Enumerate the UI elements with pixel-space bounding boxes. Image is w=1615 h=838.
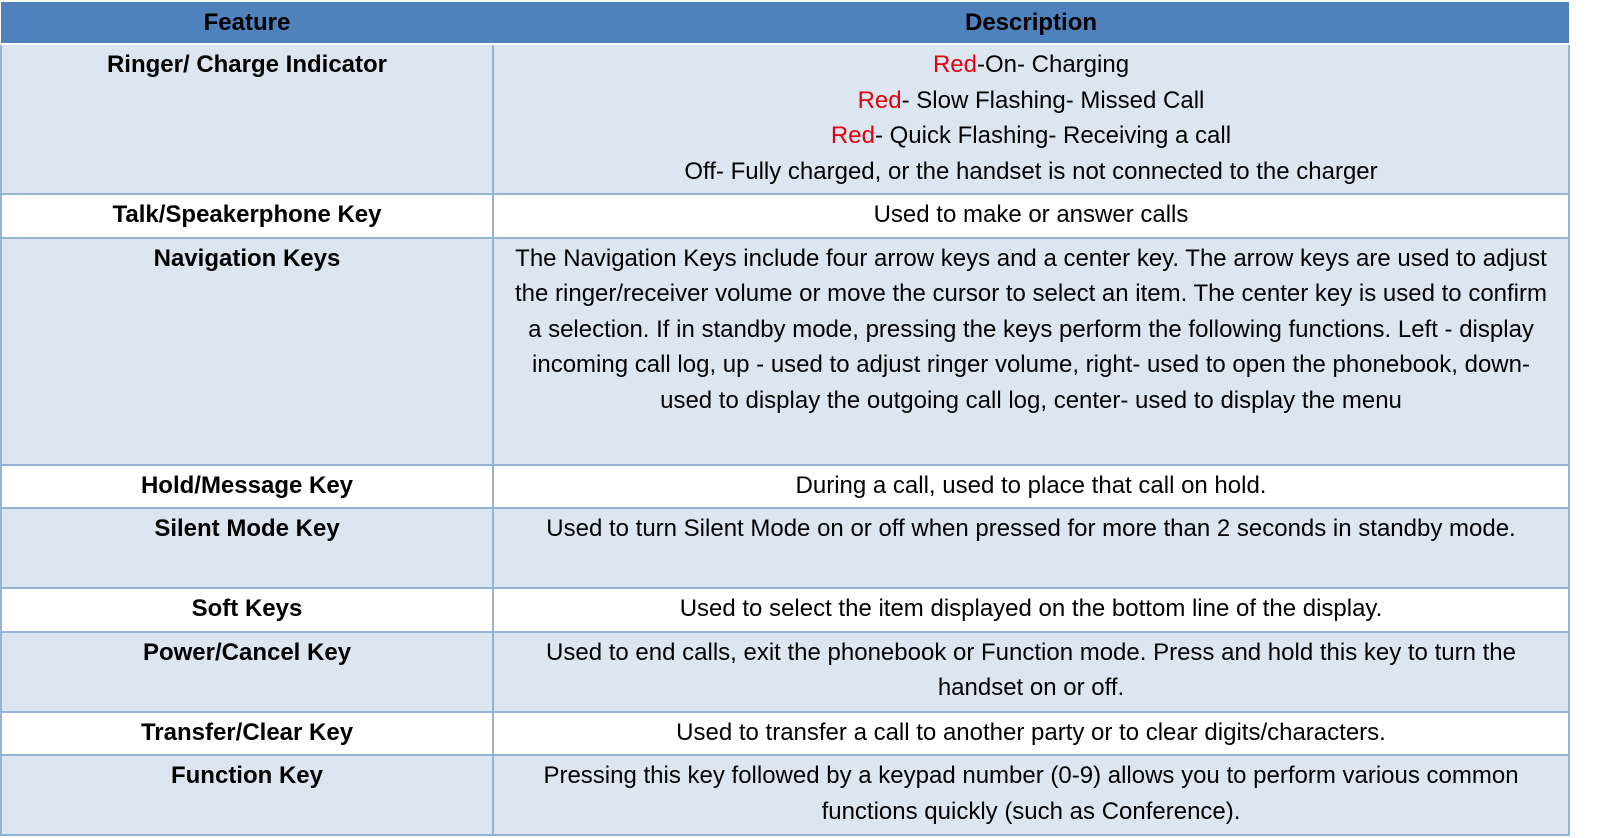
table-header-row (1, 1, 1569, 44)
indicator-line (506, 47, 1556, 83)
table-row (1, 712, 1569, 756)
indicator-text: - Quick Flashing- Receiving a call (874, 122, 1232, 149)
description-cell: During a call, used to place that call on hold. (493, 465, 1569, 509)
table-row (1, 465, 1569, 509)
description-cell: Used to end calls, exit the phonebook or Function mode. Press and hold this key to turn the handset on or off. (493, 632, 1569, 712)
feature-cell: Soft Keys (1, 588, 493, 632)
table-row (1, 588, 1569, 632)
table-row (1, 508, 1569, 588)
feature-cell: Power/Cancel Key (1, 632, 493, 712)
feature-cell: Ringer/ Charge Indicator (1, 44, 493, 194)
indicator-line (506, 118, 1556, 154)
feature-cell: Navigation Keys (1, 238, 493, 465)
indicator-line: Off- Fully charged, or the handset is not connected to the charger (684, 157, 1378, 185)
description-cell: Used to transfer a call to another party or to clear digits/characters. (493, 712, 1569, 756)
description-cell: Used to make or answer calls (493, 194, 1569, 238)
feature-cell: Transfer/Clear Key (1, 712, 493, 756)
table-row (1, 755, 1569, 835)
description-cell: Used to select the item displayed on the bottom line of the display. (493, 588, 1569, 632)
feature-cell: Function Key (1, 755, 493, 835)
red-label: Red (830, 122, 875, 149)
description-cell (493, 44, 1569, 194)
indicator-text: - Slow Flashing- Missed Call (901, 86, 1205, 114)
description-cell: The Navigation Keys include four arrow keys and a center key. The arrow keys are used to adjust the ringer/receiver volume or move the cursor to select an item. The center key is used to confirm a selection. If in standby mode, pressing the keys perform the following functions. Left - display incoming call log, up - used to adjust ringer volume, right- used to open the phonebook, down- used to display the outgoing call log, center- used to display the menu (493, 238, 1569, 465)
table-row (1, 238, 1569, 465)
table-row (1, 632, 1569, 712)
indicator-text: -On- Charging (976, 51, 1130, 78)
description-column-header: Description (493, 1, 1569, 44)
description-cell: Used to turn Silent Mode on or off when pressed for more than 2 seconds in standby mode. (493, 508, 1569, 588)
feature-cell: Talk/Speakerphone Key (1, 194, 493, 238)
feature-column-header: Feature (1, 1, 493, 44)
feature-cell: Silent Mode Key (1, 508, 493, 588)
table-row (1, 44, 1569, 194)
red-label: Red (932, 51, 977, 78)
feature-cell: Hold/Message Key (1, 465, 493, 509)
table-row (1, 194, 1569, 238)
indicator-line (506, 83, 1556, 119)
description-cell: Pressing this key followed by a keypad number (0-9) allows you to perform various common functions quickly (such as Conference). (493, 755, 1569, 835)
red-label: Red (857, 86, 902, 114)
